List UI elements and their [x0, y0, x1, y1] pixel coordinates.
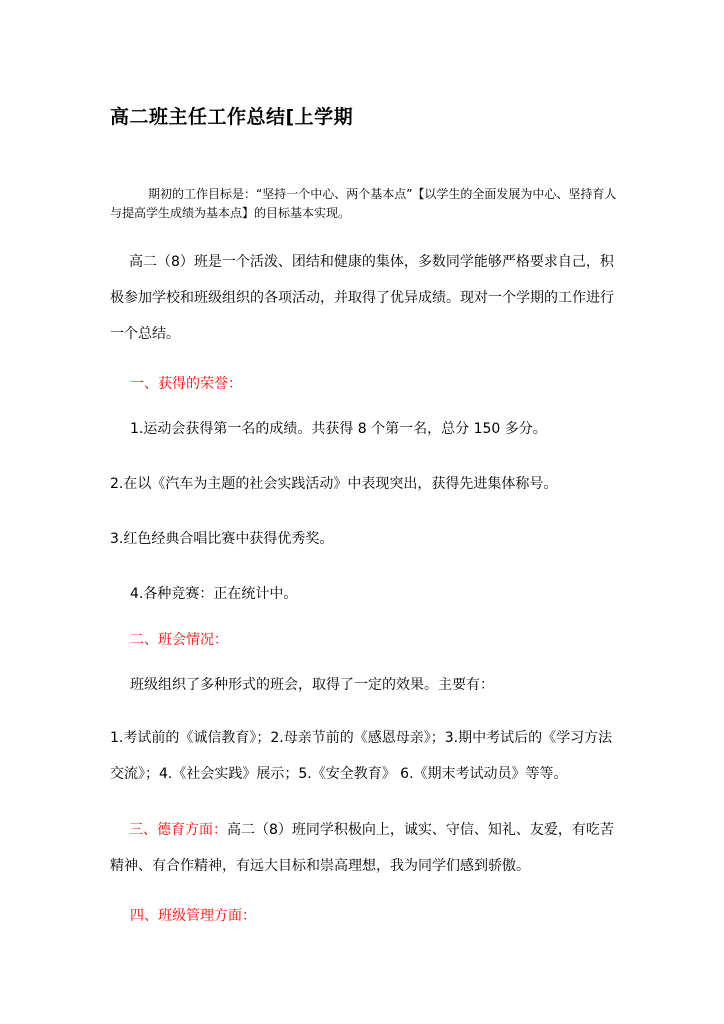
section-heading-moral-education: 三、德育方面：: [129, 822, 227, 838]
section-heading-honors: 一、获得的荣誉：: [130, 376, 242, 392]
honor-item-2: 2.在以《汽车为主题的社会实践活动》中表现突出，获得先进集体称号。: [110, 476, 558, 492]
goal-paragraph: 期初的工作目标是：“坚持一个中心、两个基本点”【以学生的全面发展为中心、坚持育人与提高学生成绩为基本点】的目标基本实现。: [110, 187, 617, 220]
document-title: 高二班主任工作总结[上学期: [110, 106, 354, 128]
intro-paragraph: 高二（8）班是一个活泼、团结和健康的集体，多数同学能够严格要求自己，积极参加学校和班级组织的各项活动，并取得了优异成绩。现对一个学期的工作进行一个总结。: [110, 254, 614, 342]
honor-item-4: 4.各种竞赛：正在统计中。: [130, 586, 298, 602]
section-heading-class-meetings: 二、班会情况：: [130, 632, 228, 648]
honor-item-1: 1.运动会获得第一名的成绩。共获得 8 个第一名，总分 150 多分。: [130, 421, 547, 437]
moral-education-paragraph: [110, 812, 620, 884]
honor-item-3: 3.红色经典合唱比赛中获得优秀奖。: [110, 531, 334, 547]
section-heading-class-management: 四、班级管理方面：: [130, 908, 256, 924]
moral-education-text: 高二（8）班同学积极向上，诚实、守信、知礼、友爱，有吃苦精神、有合作精神，有远大目标和崇高理想，我为同学们感到骄傲。: [110, 822, 614, 874]
class-meeting-list: 1.考试前的《诚信教育》；2.母亲节前的《感恩母亲》；3.期中考试后的《学习方法交流》；4.《社会实践》展示；5.《安全教育》 6.《期末考试动员》等等。: [110, 730, 613, 782]
class-meeting-intro: 班级组织了多种形式的班会，取得了一定的效果。主要有：: [130, 677, 494, 693]
